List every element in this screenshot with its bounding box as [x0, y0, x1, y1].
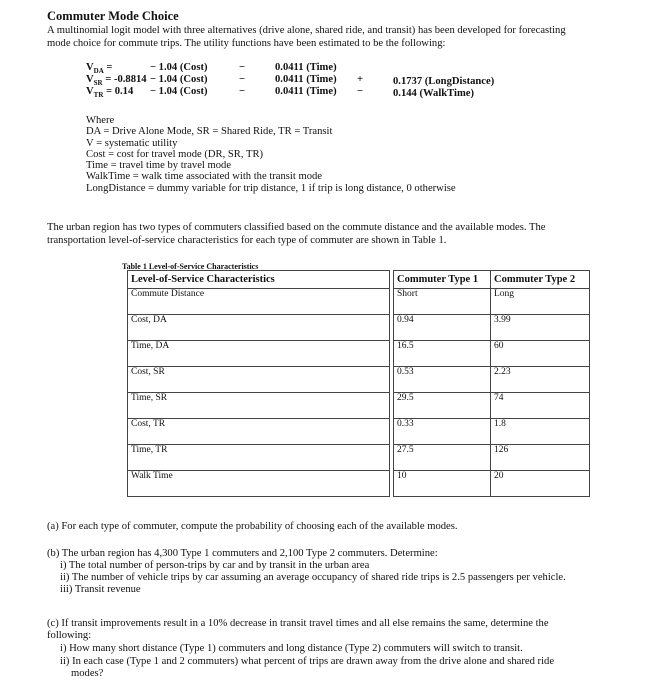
- eq-sr-extra: 0.1737 (LongDistance): [393, 76, 495, 87]
- eq-da-cost: − 1.04 (Cost): [150, 62, 208, 73]
- table-header-type2: Commuter Type 2: [491, 271, 590, 289]
- table-cell-type2: 2.23: [491, 367, 590, 393]
- definition-line: V = systematic utility: [86, 137, 178, 149]
- table-cell-type1: Short: [394, 289, 491, 315]
- question-c-line-2: following:: [47, 630, 92, 641]
- table-cell-type1: 0.94: [394, 315, 491, 341]
- table-cell-type2: 74: [491, 393, 590, 419]
- table-row-label: Time, SR: [128, 393, 390, 419]
- table-row-label: Cost, DA: [128, 315, 390, 341]
- table-caption: Table 1 Level-of-Service Characteristics: [122, 262, 259, 271]
- region-text-2: transportation level-of-service characteristics for each type of commuter are shown in Table 1.: [47, 235, 447, 246]
- eq-tr-time: 0.0411 (Time): [275, 86, 337, 97]
- document-title: Commuter Mode Choice: [47, 9, 179, 23]
- table-row-label: Time, TR: [128, 445, 390, 471]
- table-cell-type2: 60: [491, 341, 590, 367]
- eq-tr-op1: −: [239, 86, 246, 97]
- los-table-labels: [127, 270, 390, 497]
- eq-sr-op1: −: [239, 74, 246, 85]
- question-b-item-3: iii) Transit revenue: [60, 584, 141, 595]
- eq-da-op1: −: [239, 62, 246, 73]
- eq-tr-cost: − 1.04 (Cost): [150, 86, 208, 97]
- los-table-values: [393, 270, 590, 497]
- table-cell-type1: 27.5: [394, 445, 491, 471]
- eq-sr-lhs: $V_{SR} = -0.8814$: [86, 74, 147, 88]
- table-cell-type2: 1.8: [491, 419, 590, 445]
- definition-line: WalkTime = walk time associated with the transit mode: [86, 171, 322, 183]
- question-b: (b) The urban region has 4,300 Type 1 commuters and 2,100 Type 2 commuters. Determine:: [47, 548, 438, 559]
- table-row-label: Time, DA: [128, 341, 390, 367]
- question-c-line-1: (c) If transit improvements result in a 10% decrease in transit travel times and all else remains the same, determine the: [47, 618, 549, 629]
- table-cell-type1: 16.5: [394, 341, 491, 367]
- table-row-label: Commute Distance: [128, 289, 390, 315]
- definitions: [86, 115, 456, 194]
- table-row-label: Cost, SR: [128, 367, 390, 393]
- definition-line: LongDistance = dummy variable for trip distance, 1 if trip is long distance, 0 otherwise: [86, 182, 456, 194]
- definition-line: Where: [86, 115, 115, 126]
- intro-line-1: A multinomial logit model with three alternatives (drive alone, shared ride, and transit) has been developed for forecasting: [47, 25, 566, 36]
- region-text-1: The urban region has two types of commuters classified based on the commute distance and the available modes. The: [47, 222, 546, 233]
- eq-tr-op2: −: [357, 86, 364, 97]
- table-cell-type2: Long: [491, 289, 590, 315]
- table-cell-type2: 3.99: [491, 315, 590, 341]
- table-cell-type2: 20: [491, 471, 590, 497]
- eq-sr-op2: +: [357, 74, 364, 85]
- question-a: (a) For each type of commuter, compute the probability of choosing each of the available modes.: [47, 521, 458, 532]
- eq-sr-cost: − 1.04 (Cost): [150, 74, 208, 85]
- eq-sr-time: 0.0411 (Time): [275, 74, 337, 85]
- question-c-item-2: ii) In each case (Type 1 and 2 commuters) what percent of trips are drawn away from the drive alone and shared ride: [60, 656, 555, 667]
- definition-line: Cost = cost for travel mode (DR, SR, TR): [86, 148, 264, 160]
- table-cell-type1: 0.33: [394, 419, 491, 445]
- table-cell-type1: 29.5: [394, 393, 491, 419]
- eq-da-time: 0.0411 (Time): [275, 62, 337, 73]
- eq-tr-lhs: $V_{TR} = 0.14$: [86, 86, 134, 100]
- definition-line: Time = travel time by travel mode: [86, 160, 232, 172]
- table-row-label: Cost, TR: [128, 419, 390, 445]
- table-header-type1: Commuter Type 1: [394, 271, 491, 289]
- definition-line: DA = Drive Alone Mode, SR = Shared Ride, TR = Transit: [86, 126, 333, 138]
- eq-da-lhs: $V_{DA}$ =: [86, 62, 113, 76]
- question-b-item-1: i) The total number of person-trips by car and by transit in the urban area: [60, 560, 370, 571]
- table-cell-type1: 0.53: [394, 367, 491, 393]
- table-row-label: Walk Time: [128, 471, 390, 497]
- intro-line-2: mode choice for commute trips. The utility functions have been estimated to be the following:: [47, 38, 446, 49]
- question-b-item-2: ii) The number of vehicle trips by car assuming an average occupancy of shared ride trips is 2.5 passengers per vehicle.: [60, 572, 566, 583]
- table-header-characteristics: Level-of-Service Characteristics: [128, 271, 390, 289]
- table-cell-type2: 126: [491, 445, 590, 471]
- eq-tr-extra: 0.144 (WalkTime): [393, 88, 475, 99]
- table-cell-type1: 10: [394, 471, 491, 497]
- question-c-item-2-cont: modes?: [71, 668, 104, 679]
- question-c-item-1: i) How many short distance (Type 1) commuters and long distance (Type 2) commuters will switch to transit.: [60, 643, 523, 654]
